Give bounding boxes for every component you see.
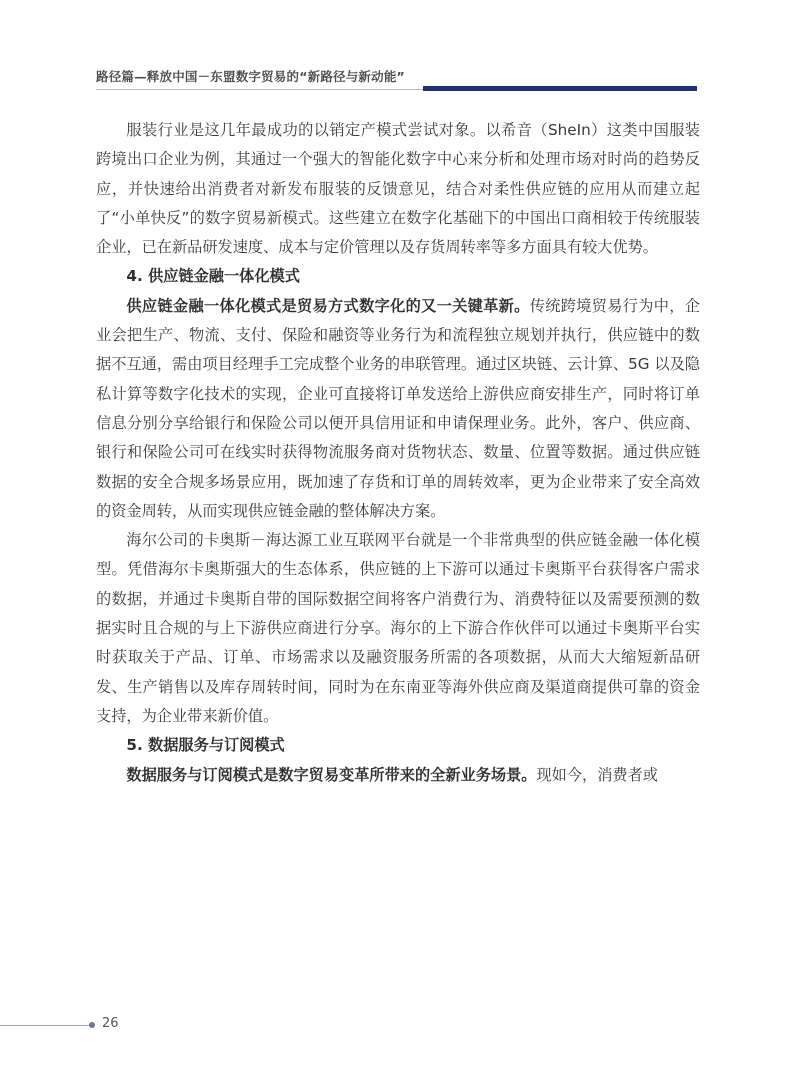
paragraph-text: 现如今，消费者或 — [536, 765, 658, 784]
paragraph-supply-chain-finance — [96, 292, 700, 526]
lead-sentence: 供应链金融一体化模式是贸易方式数字化的又一关键革新。 — [126, 296, 530, 315]
paragraph-haier-cosmoplat: 海尔公司的卡奥斯－海达源工业互联网平台就是一个非常典型的供应链金融一体化模型。凭借海尔卡奥斯强大的生态体系，供应链的上下游可以通过卡奥斯平台获得客户需求的数据，并通过卡奥斯自带的国际数据空间将客户消费行为、消费特征以及需要预测的数据实时且合规的与上下游供应商进行分享。海尔的上下游合作伙伴可以通过卡奥斯平台实时获取关于产品、订单、市场需求以及融资服务所需的各项数据，从而大大缩短新品研发、生产销售以及库存周转时间，同时为在东南亚等海外供应商及渠道商提供可靠的资金支持，为企业带来新价值。 — [96, 531, 700, 725]
page-number: 26 — [102, 1016, 119, 1031]
paragraph-apparel: 服装行业是这几年最成功的以销定产模式尝试对象。以希音（SheIn）这类中国服装跨境出口企业为例，其通过一个强大的智能化数字中心来分析和处理市场对时尚的趋势反应，并快速给出消费者对新发布服装的反馈意见，结合对柔性供应链的应用从而建立起了“小单快反”的数字贸易新模式。这些建立在数字化基础下的中国出口商相较于传统服装企业，已在新品研发速度、成本与定价管理以及存货周转率等多方面具有较大优势。 — [96, 121, 700, 257]
footer-rule — [0, 1025, 91, 1026]
paragraph-text: 传统跨境贸易行为中，企业会把生产、物流、支付、保险和融资等业务行为和流程独立规划并执行，供应链中的数据不互通，需由项目经理手工完成整个业务的串联管理。通过区块链、云计算、5G 以及隐私计算等数字化技术的实现，企业可直接将订单发送给上游供应商安排生产，同时将订单信息分别分享给银行和保险公司以便开具信用证和申请保理业务。此外，客户、供应商、银行和保险公司可在线实时获得物流服务商对货物状态、数量、位置等数据。通过供应链数据的安全合规多场景应用，既加速了存货和订单的周转效率，更为企业带来了安全高效的资金周转，从而实现供应链金融的整体解决方案。 — [96, 296, 701, 520]
header-accent-bar — [423, 86, 697, 91]
running-header: 路径篇—释放中国－东盟数字贸易的“新路径与新动能” — [96, 69, 405, 84]
paragraph-data-subscription — [96, 761, 700, 790]
section-heading-data-subscription: 5. 数据服务与订阅模式 — [126, 736, 285, 755]
lead-sentence: 数据服务与订阅模式是数字贸易变革所带来的全新业务场景。 — [126, 765, 537, 784]
page-content — [96, 116, 700, 790]
footer-dot — [89, 1022, 95, 1028]
section-heading-supply-chain-finance: 4. 供应链金融一体化模式 — [126, 267, 300, 286]
